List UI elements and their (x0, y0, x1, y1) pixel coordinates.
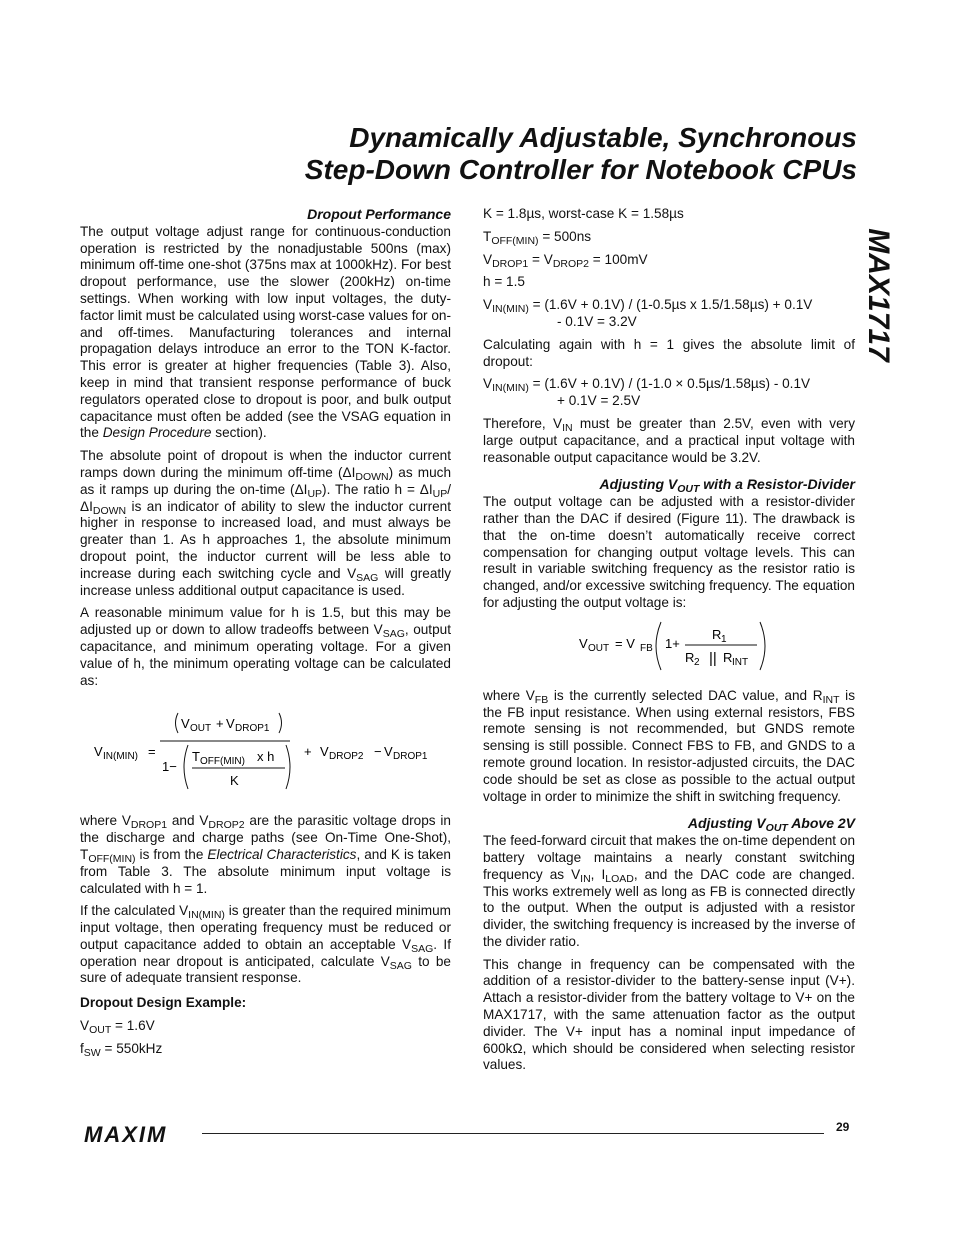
k-value: K = 1.8µs, worst-case K = 1.58µs (483, 206, 684, 221)
title-line-1: Dynamically Adjustable, Synchronous (349, 122, 857, 153)
eq1-vdrop1-sub: DROP1 (235, 723, 270, 735)
equation-vout (483, 620, 855, 676)
eq1-plus-2: + (304, 744, 312, 760)
eq2-rint: R (723, 649, 733, 665)
eq1-equals: = (148, 744, 156, 760)
eq1-paren-right (279, 713, 282, 733)
right-column (483, 206, 855, 1080)
left-column (80, 206, 451, 1064)
eq2-parallel: || (709, 649, 717, 667)
eq2-rint-sub: INT (732, 656, 749, 668)
eq1-x-h: x h (257, 749, 275, 765)
paragraph-feed-forward: The feed-forward circuit that makes the on-time dependent on battery voltage maintains a nearly constant switching frequency as $V_{IN}$, $I_{LOAD}$, and the DAC code are changed. This works extremely well as long as FB is connected directly to the output. When the output is adjusted with a resistor divider, the switching frequency is increased by the inverse of the divider ratio. (483, 833, 855, 949)
side-part-number (858, 210, 898, 380)
paragraph-therefore: Therefore, $V_{IN}$ must be greater than 2.5V, even with very large output capacitance, and a practical input voltage with reasonable output capacitance would be 3.2V. (483, 415, 855, 465)
h-value: h = 1.5 (483, 274, 525, 290)
title-line-2: Step-Down Controller for Notebook CPUs (304, 154, 857, 185)
eq2-v: V (579, 635, 588, 651)
section-heading-dropout: Dropout Performance (307, 206, 451, 222)
paragraph-dropout-4: where $V_{DROP1}$ and $V_{DROP2}$ are the parasitic voltage drops in the discharge and charge paths (see On-Time One-Shot), $T_{OFF(MIN)}$ is from the Electrical Characteristics, and K is taken from Table 3. The absolute minimum input voltage is calculated with h = 1. (80, 813, 451, 896)
eq2-r2: R (685, 649, 695, 665)
paragraph-dropout-3: A reasonable minimum value for h is 1.5, but this may be adjusted up or down to allow tradeoffs between $V_{SAG}$, output capacitance, and minimum operating voltage. For a given value of h, the minimum operating voltage can be calculated as: (80, 605, 451, 688)
section-heading-design-example: Dropout Design Example: (80, 995, 247, 1011)
eq1-lhs-v: V (94, 744, 103, 760)
eq2-paren-left (656, 622, 661, 670)
paragraph-calc-again: Calculating again with h = 1 gives the absolute limit of dropout: (483, 336, 855, 369)
page-number: 29 (836, 1120, 850, 1134)
paragraph-vfb: where $V_{FB}$ is the currently selected DAC value, and $R_{INT}$ is the FB input resistance. When using external resistors, FBS remote sensing is not recommended, but GNDS remote sensing is still possible. Connect FBS to FB, and GNDS to a remote ground location. In resistor-adjusted circuits, the DAC code should be set as close as possible to the actual output voltage in order to minimize the shift in switching frequency. (483, 687, 855, 804)
paragraph-dropout-5: If the calculated $V_{IN(MIN)}$ is greater than the required minimum input voltage, then operating frequency must be reduced or output capacitance added to obtain an acceptable $V_{SAG}$. If operation near dropout is anticipated, calculate $V_{SAG}$ to be sure of adequate transient response. (80, 903, 451, 986)
section-heading-above-2v: Adjusting $V_{OUT}$ Above 2V (687, 815, 855, 835)
section-heading-resistor-divider: Adjusting $V_{OUT}$ with a Resistor-Divider (599, 476, 855, 496)
eq2-eq: = V (615, 635, 635, 651)
eq1-one-minus: 1− (162, 759, 177, 775)
eq1-toff: T (192, 749, 200, 765)
eq1-paren-left (176, 713, 179, 733)
fsw-value: $f_{SW} = 550kHz$ (80, 1040, 163, 1059)
vout-value: $V_{OUT} = 1.6V$ (80, 1018, 155, 1037)
paragraph-resistor-divider: The output voltage can be adjusted with a resistor-divider rather than the DAC if desired (Figure 11). The drawback is that the on-time doesn’t automatically receive correct compensation for changing output voltage levels. This can result in variable switching frequency as the resistor ratio is changed, and/or excessive switching frequency. The equation for adjusting the output voltage is: (483, 494, 855, 610)
eq1-paren-left-2 (184, 745, 188, 789)
eq2-v-sub: OUT (588, 642, 610, 654)
maxim-logo: MAXIM (84, 1122, 168, 1147)
eq2-paren-right (760, 622, 765, 670)
vin-calc-2-cont: + 0.1V = 2.5V (557, 393, 641, 409)
eq2-one-plus: 1+ (665, 635, 680, 651)
part-number: MAX1717 (862, 228, 895, 362)
vdrop-value: $V_{DROP1} = V_{DROP2} = 100mV$ (483, 251, 648, 270)
paragraph-dropout-2: The absolute point of dropout is when the inductor current ramps down during the minimum off-time $(\Delta I_{DOWN})$ as much as it ramps up during the on-time $(\Delta I_{UP})$. The ratio $h = \Delta I_{UP}/\Delta I_{DOWN}$ is an indicator of ability to slew the inductor current higher in response to increased load, and must always be greater than 1. As h approaches 1, the absolute minimum dropout point, the inductor current will be less able to increase during each switching cycle and $V_{SAG}$ will greatly increase unless additional output capacitance is used. (80, 448, 452, 598)
eq2-fb-sub: FB (640, 642, 653, 654)
paragraph-dropout-1: The output voltage adjust range for continuous-conduction operation is restricted by the nonadjustable 500ns (max) minimum off-time one-shot (375ns max at 1000kHz). For best dropout performance, use the slower (200kHz) on-time settings. When working with low input voltages, the duty-factor limit must be calculated using worst-case values for on- and off-times. Manufacturing tolerances and internal propagation delays introduce an error to the TON K-factor. This error is greater at higher frequencies (Table 3). Also, keep in mind that transient response performance of buck regulators operated close to dropout is poor, and bulk output capacitance must often be added (see the VSAG equation in the Design Procedure section). (80, 223, 451, 441)
eq1-vout: V (181, 716, 190, 732)
page-title (150, 122, 857, 186)
vin-calc-2: $V_{IN(MIN)} = (1.6V + 0.1V) / (1-1.0 \times 0.5\mu s/1.58\mu s) - 0.1V$ (483, 376, 811, 395)
eq1-vdrop2-sub: DROP2 (329, 751, 364, 763)
eq1-vdrop1b-sub: DROP1 (393, 751, 428, 763)
footer-rule (202, 1133, 824, 1134)
eq1-lhs-sub: IN(MIN) (103, 751, 138, 763)
eq1-toff-sub: OFF(MIN) (200, 756, 245, 768)
eq1-vdrop1: V (226, 716, 235, 732)
eq1-paren-right-2 (286, 745, 290, 789)
eq1-minus: − (374, 744, 382, 760)
eq1-plus-1: + (216, 716, 224, 732)
eq2-r1-sub: 1 (721, 633, 727, 645)
eq2-r1: R (712, 626, 722, 642)
eq2-r2-sub: 2 (694, 656, 700, 668)
toff-value: $T_{OFF(MIN)} = 500ns$ (483, 228, 592, 247)
eq1-vout-sub: OUT (190, 723, 212, 735)
eq1-vdrop1b: V (384, 744, 393, 760)
equation-vout-graphic (483, 620, 855, 676)
paragraph-frequency-change: This change in frequency can be compensated with the addition of a resistor-divider to the battery-sense input (V+). Attach a resistor-divider from the battery voltage to V+ on the MAX1717, with the same attenuation factor as the output divider. The V+ input has a nominal input impedance of 600kΩ, which should be considered when selecting resistor values. (483, 956, 855, 1073)
equation-vin-min-graphic (80, 707, 451, 799)
eq1-vdrop2: V (320, 744, 329, 760)
vin-calc-1: $V_{IN(MIN)} = (1.6V + 0.1V) / (1-0.5\mu s$ x 1.5/1.58µs) + 0.1V (483, 297, 813, 316)
vin-calc-1-cont: - 0.1V = 3.2V (557, 313, 637, 329)
equation-vin-min (80, 707, 451, 799)
eq1-k: K (230, 773, 239, 789)
